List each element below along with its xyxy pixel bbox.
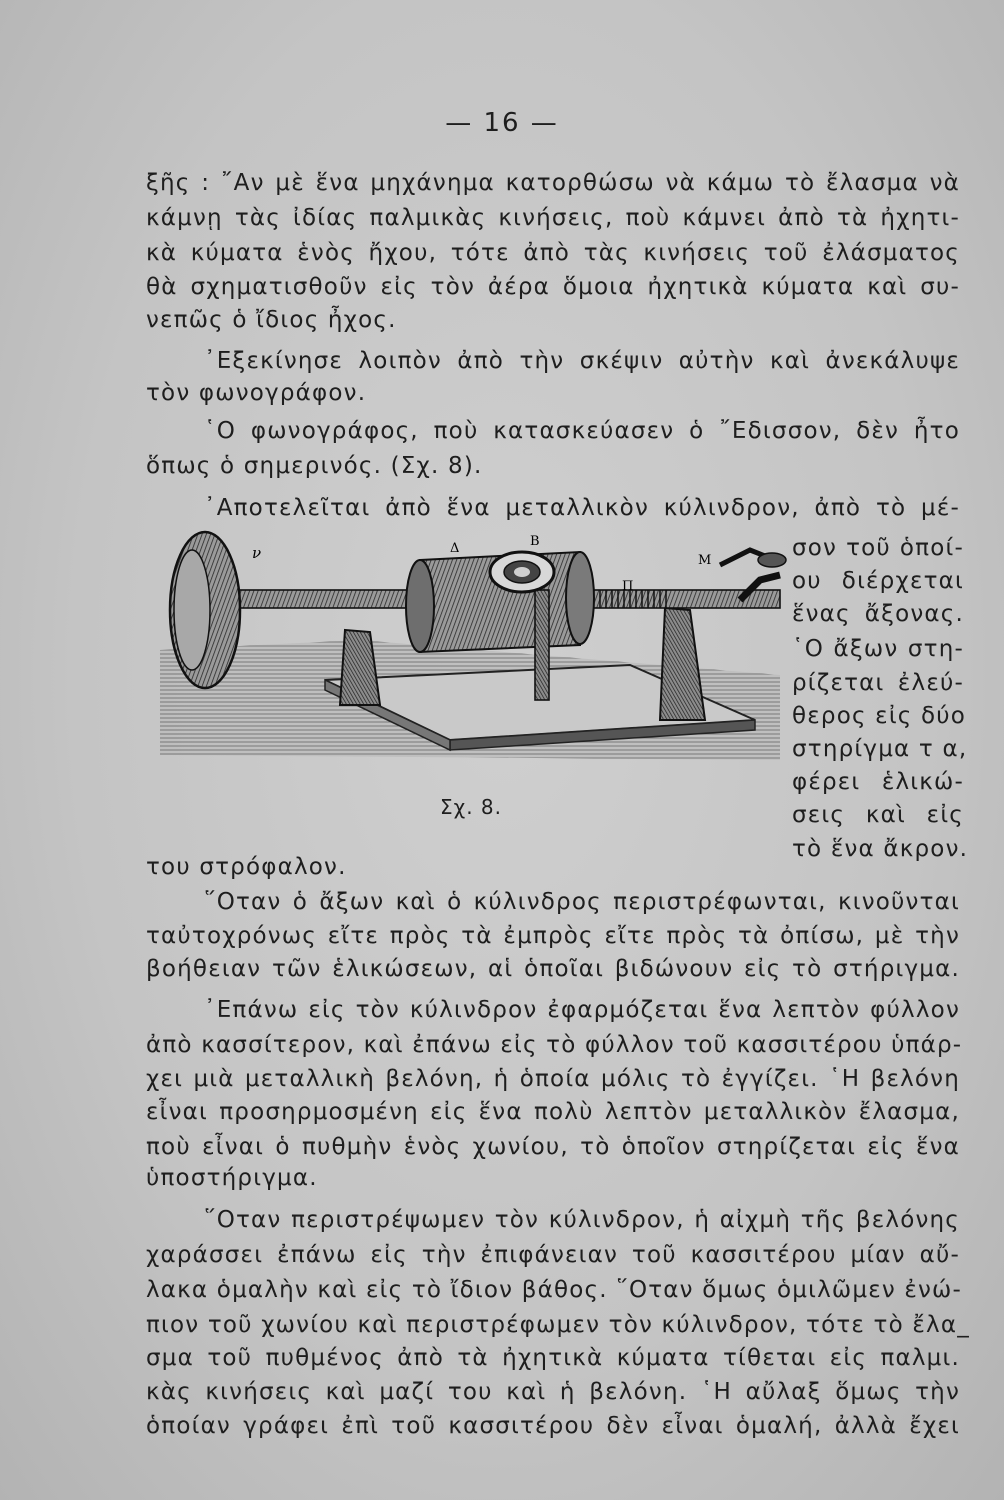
text-line: πιον τοῦ χωνίου καὶ περιστρέφωμεν τὸν κύλινδρον, τότε τὸ ἔλα_ <box>146 1312 970 1338</box>
side-text-line: σεις καὶ εἰς <box>792 802 964 828</box>
side-text-line: θερος εἰς δύο <box>792 703 967 729</box>
text-line: ὑποστήριγμα. <box>146 1165 318 1191</box>
figure-label-m: Μ <box>698 553 712 568</box>
text-line: του στρόφαλον. <box>146 854 347 880</box>
text-line: ῞Οταν περιστρέψωμεν τὸν κύλινδρον, ἡ αἰχμὴ τῆς βελόνης <box>204 1207 960 1233</box>
text-line: ξῆς : ῎Αν μὲ ἕνα μηχάνημα κατορθώσω νὰ κάμω τὸ ἔλασμα νὰ <box>146 170 960 196</box>
text-line: ὅπως ὁ σημερινός. (Σχ. 8). <box>146 453 483 479</box>
text-line: ᾿Επάνω εἰς τὸν κύλινδρον ἐφαρμόζεται ἕνα λεπτὸν φύλλον <box>204 997 960 1023</box>
text-line: σμα τοῦ πυθμένος ἀπὸ τὰ ἠχητικὰ κύματα τίθεται εἰς παλμι. <box>146 1345 960 1371</box>
figure-label-p: Π <box>622 579 634 594</box>
side-text-line: ρίζεται ἐλεύ- <box>792 670 964 696</box>
text-line: κάμνῃ τὰς ἰδίας παλμικὰς κινήσεις, ποὺ κάμνει ἀπὸ τὰ ἠχητι- <box>146 205 960 231</box>
text-line: βοήθειαν τῶν ἑλικώσεων, αἱ ὁποῖαι βιδώνουν εἰς τὸ στήριγμα. <box>146 956 960 982</box>
side-text-line: ἕνας ἄξονας. <box>792 601 964 627</box>
side-text-line: σον τοῦ ὁποί- <box>792 535 964 561</box>
text-line: κὰ κύματα ἑνὸς ἤχου, τότε ἀπὸ τὰς κινήσεις τοῦ ἐλάσματος <box>146 240 960 266</box>
text-line: εἶναι προσηρμοσμένη εἰς ἕνα πολὺ λεπτὸν μεταλλικὸν ἔλασμα, <box>146 1099 960 1125</box>
figure-label-d: Δ <box>450 541 460 556</box>
side-text-line: ῾Ο ἄξων στη- <box>792 636 964 662</box>
text-line: ὁποίαν γράφει ἐπὶ τοῦ κασσιτέρου δὲν εἶναι ὁμαλή, ἀλλὰ ἔχει <box>146 1413 960 1439</box>
text-line: χαράσσει ἐπάνω εἰς τὴν ἐπιφάνειαν τοῦ κασσιτέρου μίαν αὔ- <box>146 1242 960 1268</box>
page-number: — 16 — <box>445 108 559 138</box>
text-line: ἀπὸ κασσίτερον, καὶ ἐπάνω εἰς τὸ φύλλον τοῦ κασσιτέρου ὑπάρ- <box>146 1032 963 1058</box>
text-line: ᾿Εξεκίνησε λοιπὸν ἀπὸ τὴν σκέψιν αὐτὴν καὶ ἀνεκάλυψε <box>204 348 960 374</box>
text-line: νεπῶς ὁ ἴδιος ἦχος. <box>146 307 397 333</box>
text-line: τὸν φωνογράφον. <box>146 380 367 406</box>
side-text-line: στηρίγμα τ α, <box>792 736 968 762</box>
text-line: ῾Ο φωνογράφος, ποὺ κατασκεύασεν ὁ ῎Εδισσον, δὲν ἦτο <box>204 418 960 444</box>
text-line: λακα ὁμαλὴν καὶ εἰς τὸ ἴδιον βάθος. ῞Οταν ὅμως ὁμιλῶμεν ἐνώ- <box>146 1277 963 1303</box>
figure-label-v: ν <box>252 544 262 562</box>
text-line: κὰς κινήσεις καὶ μαζί του καὶ ἡ βελόνη. ῾Η αὔλαξ ὅμως τὴν <box>146 1379 960 1405</box>
side-text-line: ου διέρχεται <box>792 568 964 594</box>
figure-caption: Σχ. 8. <box>440 795 502 819</box>
side-text-line: φέρει ἑλικώ- <box>792 769 964 795</box>
text-line: ῞Οταν ὁ ἄξων καὶ ὁ κύλινδρος περιστρέφωνται, κινοῦνται <box>204 889 960 915</box>
phonograph-illustration <box>160 520 790 780</box>
side-text-line: τὸ ἕνα ἄκρον. <box>792 836 969 862</box>
text-line: ᾿Αποτελεῖται ἀπὸ ἕνα μεταλλικὸν κύλινδρον, ἀπὸ τὸ μέ- <box>204 495 960 521</box>
text-line: θὰ σχηματισθοῦν εἰς τὸν ἀέρα ὅμοια ἠχητικὰ κύματα καὶ συ- <box>146 274 960 300</box>
figure-label-b: Β <box>530 534 540 549</box>
text-line: ταὐτοχρόνως εἴτε πρὸς τὰ ἐμπρὸς εἴτε πρὸς τὰ ὀπίσω, μὲ τὴν <box>146 923 960 949</box>
text-line: χει μιὰ μεταλλικὴ βελόνη, ἡ ὁποία μόλις τὸ ἐγγίζει. ῾Η βελόνη <box>146 1066 960 1092</box>
text-line: ποὺ εἶναι ὁ πυθμὴν ἑνὸς χωνίου, τὸ ὁποῖον στηρίζεται εἰς ἕνα <box>146 1134 960 1160</box>
